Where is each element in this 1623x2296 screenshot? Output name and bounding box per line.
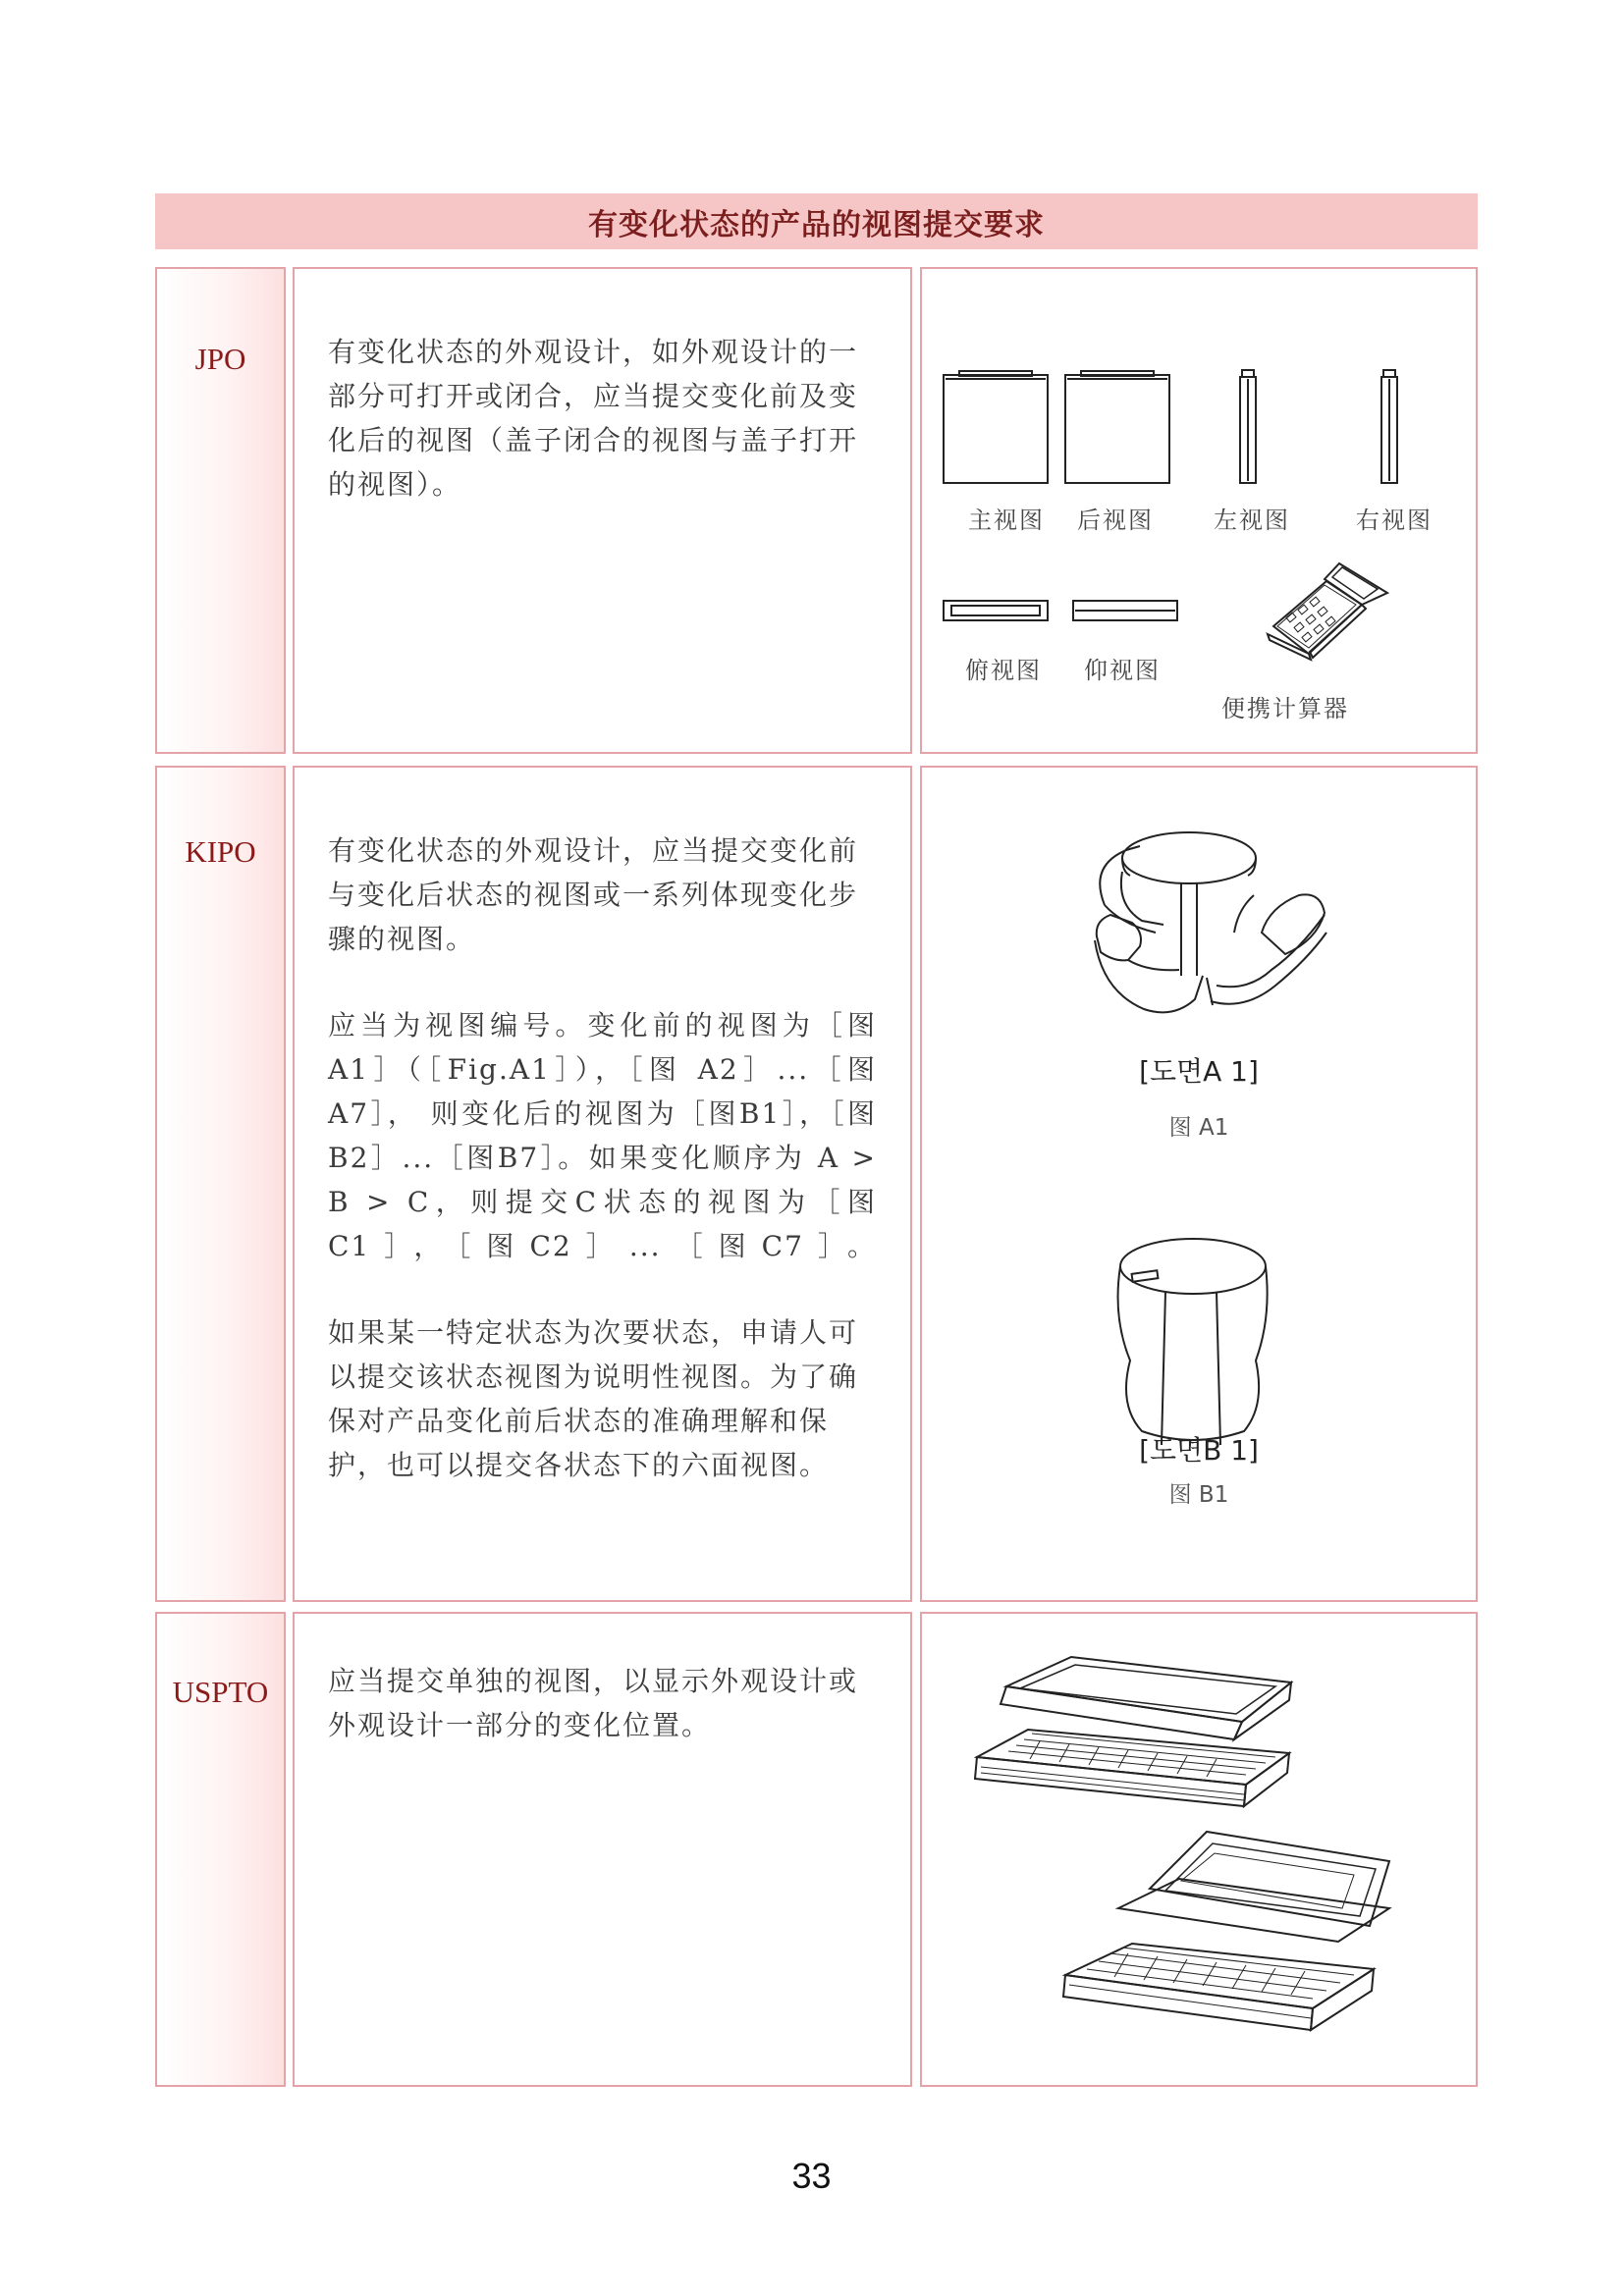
caption-top-view: 俯视图 xyxy=(965,657,1042,684)
figure-a-caption: 图 A1 xyxy=(1168,1115,1229,1141)
back-view-drawing xyxy=(1065,371,1169,483)
front-view-drawing xyxy=(944,371,1048,483)
caption-bottom-view: 仰视图 xyxy=(1084,657,1161,684)
uspto-description xyxy=(328,1659,877,1747)
kipo-closed-state-group xyxy=(1118,1239,1268,1445)
jpo-paragraph: 有变化状态的外观设计，如外观设计的一部分可打开或闭合，应当提交变化前及变化后的视图（盖子闭合的视图与盖子打开的视图）。 xyxy=(328,336,859,501)
office-name-uspto: USPTO xyxy=(172,1675,269,1709)
jpo-description xyxy=(328,330,877,507)
bottom-view-drawing xyxy=(1073,601,1177,620)
caption-front-view: 主视图 xyxy=(968,507,1045,534)
caption-back-view: 后视图 xyxy=(1077,507,1154,534)
caption-right-view: 右视图 xyxy=(1356,507,1433,534)
figure-b-label: [도면B 1] xyxy=(1139,1434,1259,1467)
uspto-description-cell xyxy=(293,1612,912,2087)
kipo-label-cell xyxy=(155,766,286,1602)
jpo-figure-cell xyxy=(920,267,1478,754)
jpo-label-cell xyxy=(155,267,286,754)
top-view-drawing xyxy=(944,601,1048,620)
laptop-fully-open-drawing xyxy=(1063,1832,1389,2030)
kipo-description xyxy=(328,828,877,1487)
caption-calculator: 便携计算器 xyxy=(1221,695,1349,722)
left-view-drawing xyxy=(1240,370,1256,483)
kipo-paragraph-3: 如果某一特定状态为次要状态，申请人可以提交该状态视图为说明性视图。为了确保对产品变化前后状态的准确理解和保护，也可以提交各状态下的六面视图。 xyxy=(328,1316,859,1481)
kipo-paragraph-1: 有变化状态的外观设计，应当提交变化前与变化后状态的视图或一系列体现变化步骤的视图。 xyxy=(328,834,859,955)
right-view-drawing xyxy=(1381,370,1397,483)
caption-left-view: 左视图 xyxy=(1214,507,1290,534)
figure-b-caption: 图 B1 xyxy=(1168,1482,1229,1508)
kipo-figure-cell xyxy=(920,766,1478,1602)
figure-a-label: [도면A 1] xyxy=(1139,1055,1259,1088)
office-name-jpo: JPO xyxy=(194,342,246,376)
kipo-paragraph-2: 应当为视图编号。变化前的视图为［图A1］（［Fig.A1］），［图 A2］...［图 A7］， 则变化后的视图为［图B1］，［图B2］...［图B7］。如果变化顺序为 A > B > C，则提交C状态的视图为［图C1］，［图C2］...［图C7］。 xyxy=(328,1009,877,1262)
uspto-figure-cell xyxy=(920,1612,1478,2087)
calculator-perspective-drawing xyxy=(1268,563,1387,660)
uspto-paragraph: 应当提交单独的视图，以显示外观设计或外观设计一部分的变化位置。 xyxy=(328,1665,859,1741)
table-title: 有变化状态的产品的视图提交要求 xyxy=(155,193,1478,249)
office-name-kipo: KIPO xyxy=(185,834,256,869)
laptop-partially-open-drawing xyxy=(975,1657,1291,1806)
kipo-description-cell xyxy=(293,766,912,1602)
uspto-label-cell xyxy=(155,1612,286,2087)
jpo-description-cell xyxy=(293,267,912,754)
page-number: 33 xyxy=(791,2156,832,2196)
uspto-laptop-drawings xyxy=(922,1614,1480,2089)
